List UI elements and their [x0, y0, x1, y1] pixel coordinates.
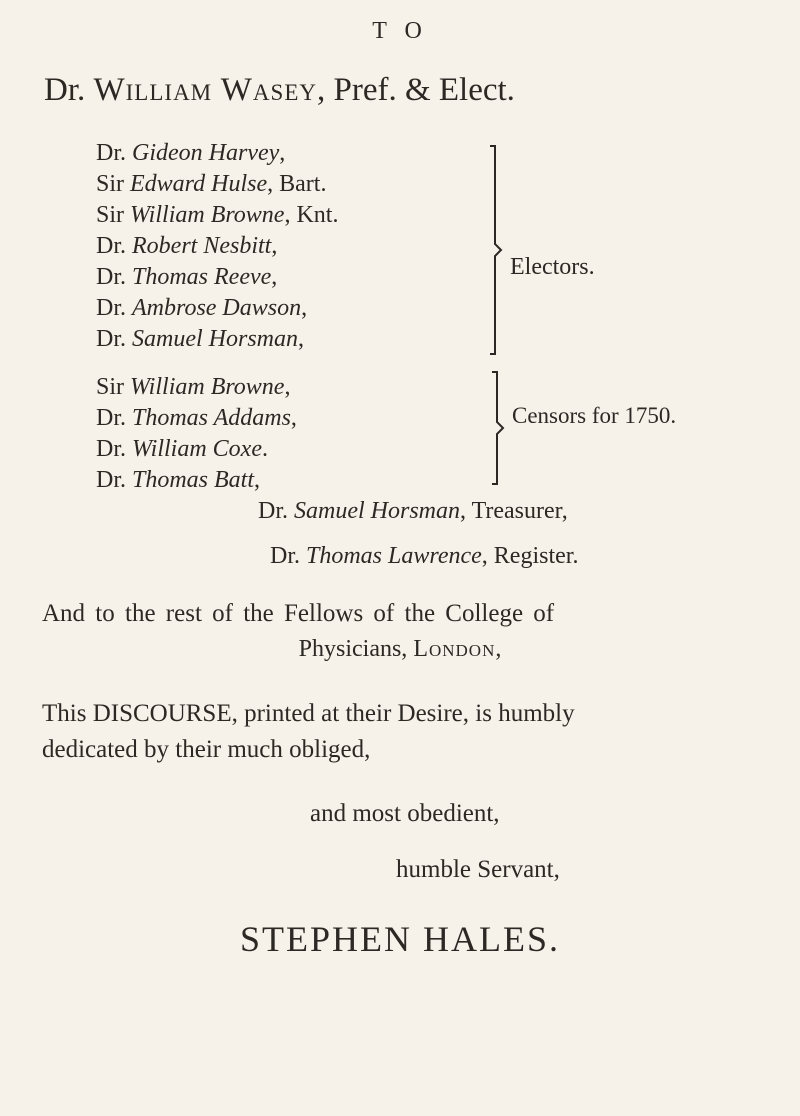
fellows-line: And to the rest of the Fellows of the College of — [42, 600, 555, 627]
list-item — [96, 403, 297, 434]
person-title: Dr. — [96, 140, 132, 166]
list-item — [96, 324, 338, 355]
person-name: William Browne — [130, 374, 285, 400]
closing-line: and most obedient, — [310, 800, 500, 827]
electors-brace — [488, 144, 506, 356]
person-suffix: , — [254, 467, 261, 493]
person-title: Sir — [96, 171, 131, 197]
censors-brace — [490, 370, 508, 486]
treasurer-line — [258, 498, 568, 525]
person-title: Dr. — [96, 326, 132, 352]
censors-list — [96, 372, 297, 496]
electors-list — [96, 138, 338, 355]
person-suffix: . — [261, 436, 268, 462]
physicians-city: London — [413, 636, 496, 662]
person-suffix: , Knt. — [284, 202, 339, 228]
person-suffix: , — [301, 295, 308, 321]
dedicatee-name: William Wasey — [93, 72, 317, 108]
person-title: Dr. — [96, 233, 132, 259]
list-item — [96, 169, 338, 200]
list-item — [96, 293, 338, 324]
list-item — [96, 231, 338, 262]
register-line — [270, 543, 578, 570]
person-suffix: , — [271, 264, 278, 290]
person-suffix: , Bart. — [267, 171, 327, 197]
person-name: Edward Hulse — [130, 171, 268, 197]
person-name: Thomas Batt — [132, 467, 255, 493]
person-suffix: , — [298, 326, 304, 352]
physicians-line — [0, 636, 800, 663]
heading-to: T O — [372, 18, 428, 44]
person-title: Dr. — [96, 405, 132, 431]
person-name: Robert Nesbitt — [132, 233, 272, 259]
list-item — [96, 138, 338, 169]
person-title: Dr. — [96, 436, 132, 462]
list-item — [96, 372, 297, 403]
physicians-prefix: Physicians, — [298, 636, 414, 662]
list-item — [96, 200, 338, 231]
person-title: Dr. — [96, 264, 132, 290]
dedicatee-prefix: Dr. — [44, 72, 94, 108]
person-name: Ambrose Dawson — [132, 295, 302, 321]
person-suffix: , — [290, 405, 297, 431]
person-title: Dr. — [270, 543, 306, 569]
person-name: William Browne — [130, 202, 285, 228]
person-title: Dr. — [96, 295, 132, 321]
person-title: Dr. — [96, 467, 132, 493]
person-title: Sir — [96, 202, 131, 228]
register-name: Thomas Lawrence — [306, 543, 482, 569]
person-suffix: , — [284, 374, 291, 400]
discourse-line: This DISCOURSE, printed at their Desire, is humbly — [42, 700, 575, 727]
person-name: William Coxe — [132, 436, 262, 462]
electors-label: Electors. — [510, 254, 595, 280]
person-suffix: , — [271, 233, 278, 259]
list-item — [96, 434, 297, 465]
person-name: Thomas Addams — [132, 405, 291, 431]
dedicated-line: dedicated by their much obliged, — [42, 736, 371, 763]
person-suffix: , — [279, 140, 286, 166]
person-name: Samuel Horsman — [132, 326, 298, 352]
person-title: Dr. — [258, 498, 294, 524]
physicians-suffix: , — [495, 636, 502, 662]
person-title: Sir — [96, 374, 131, 400]
dedicatee-suffix: , Pref. & Elect. — [317, 72, 515, 108]
register-role: , Register. — [481, 543, 579, 569]
treasurer-name: Samuel Horsman — [294, 498, 460, 524]
treasurer-role: , Treasurer, — [460, 498, 568, 524]
servant-line: humble Servant, — [396, 856, 560, 883]
list-item — [96, 465, 297, 496]
person-name: Gideon Harvey — [132, 140, 280, 166]
censors-label: Censors for 1750. — [512, 403, 677, 428]
list-item — [96, 262, 338, 293]
dedicatee-line — [44, 72, 515, 109]
signature: STEPHEN HALES. — [239, 919, 560, 959]
person-name: Thomas Reeve — [132, 264, 272, 290]
